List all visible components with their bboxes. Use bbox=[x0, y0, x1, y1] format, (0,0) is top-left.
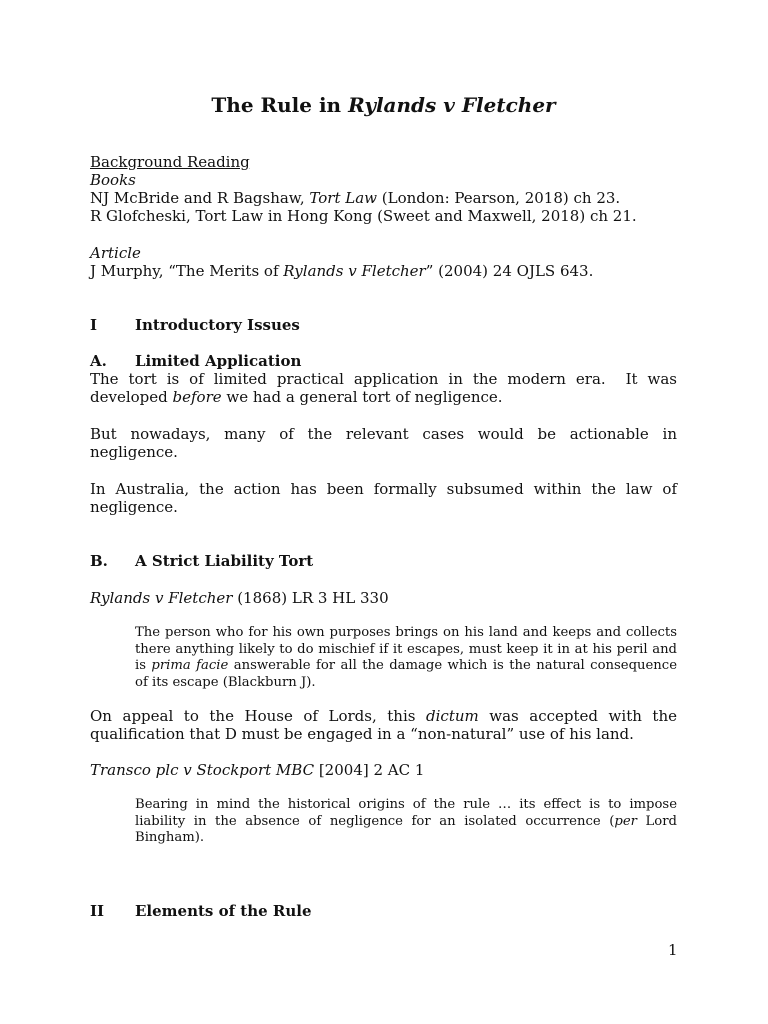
book1-publisher: (London: Pearson, 2018) ch 23. bbox=[377, 189, 621, 207]
paragraph-text: we had a general tort of negligence. bbox=[221, 388, 503, 406]
subsection-heading-strict-liability bbox=[90, 552, 677, 570]
title-text: The Rule in bbox=[211, 93, 349, 117]
emphasis-before: before bbox=[172, 388, 222, 406]
subsection-number: B. bbox=[90, 552, 108, 570]
case-name: Transco plc v Stockport MBC bbox=[90, 761, 315, 779]
section-number: II bbox=[90, 902, 105, 920]
section-heading-introductory bbox=[90, 316, 677, 334]
case-citation-rylands bbox=[90, 589, 677, 607]
quote-text: answerable for all the damage which is the natural consequence of its escape (Blackburn J). bbox=[135, 658, 677, 690]
book-reference-1 bbox=[90, 189, 677, 207]
subsection-title: A Strict Liability Tort bbox=[135, 552, 314, 570]
quote-text: Lord Bingham). bbox=[135, 813, 677, 845]
article-label: Article bbox=[90, 244, 141, 262]
subsection-number: A. bbox=[90, 352, 107, 370]
article-citation: ” (2004) 24 OJLS 643. bbox=[425, 262, 594, 280]
book-reference-2: R Glofcheski, Tort Law in Hong Kong (Sweet and Maxwell, 2018) ch 21. bbox=[90, 207, 637, 225]
subsection-title: Limited Application bbox=[135, 352, 302, 370]
subsection-heading-limited-application bbox=[90, 352, 677, 370]
quote-text: Bearing in mind the historical origins of the rule … its effect is to impose liability in the absence of negligence for an isolated occurrence ( bbox=[135, 797, 677, 829]
background-reading-heading: Background Reading bbox=[90, 153, 250, 171]
document-title bbox=[90, 92, 677, 118]
paragraph-limited-application bbox=[90, 370, 677, 406]
section-heading-elements bbox=[90, 902, 677, 920]
article-case-name: Rylands v Fletcher bbox=[283, 262, 426, 280]
page-number: 1 bbox=[668, 941, 678, 959]
emphasis-dictum: dictum bbox=[426, 707, 479, 725]
book1-title: Tort Law bbox=[309, 189, 377, 207]
emphasis-prima-facie: prima facie bbox=[151, 658, 229, 673]
quote-text: The person who for his own purposes brings on his land and keeps and collects there anything likely to do mischief if it escapes, must keep it in at his peril and is bbox=[135, 625, 677, 673]
article-author: J Murphy, “The Merits of bbox=[90, 262, 284, 280]
quote-blackburn bbox=[135, 625, 677, 691]
book1-author: NJ McBride and R Bagshaw, bbox=[90, 189, 310, 207]
section-title: Elements of the Rule bbox=[135, 902, 312, 920]
paragraph-nowadays: But nowadays, many of the relevant cases would be actionable in negligence. bbox=[90, 425, 677, 461]
paragraph-text: was accepted with the qualification that D must be engaged in a “non-natural” use of his land. bbox=[90, 707, 677, 743]
books-label: Books bbox=[90, 171, 136, 189]
section-title: Introductory Issues bbox=[135, 316, 300, 334]
article-reference bbox=[90, 262, 677, 280]
case-citation-transco bbox=[90, 761, 677, 779]
emphasis-per: per bbox=[614, 813, 637, 829]
paragraph-text: On appeal to the House of Lords, this bbox=[90, 707, 427, 725]
case-reference: (1868) LR 3 HL 330 bbox=[232, 589, 389, 607]
title-case-name: Rylands v Fletcher bbox=[348, 93, 556, 117]
quote-bingham bbox=[135, 797, 677, 847]
case-name: Rylands v Fletcher bbox=[90, 589, 233, 607]
case-reference: [2004] 2 AC 1 bbox=[314, 761, 425, 779]
paragraph-australia: In Australia, the action has been formally subsumed within the law of negligence. bbox=[90, 480, 677, 516]
paragraph-house-of-lords bbox=[90, 707, 677, 743]
paragraph-text: The tort is of limited practical application in the modern era. It was developed bbox=[90, 370, 677, 406]
section-number: I bbox=[90, 316, 98, 334]
